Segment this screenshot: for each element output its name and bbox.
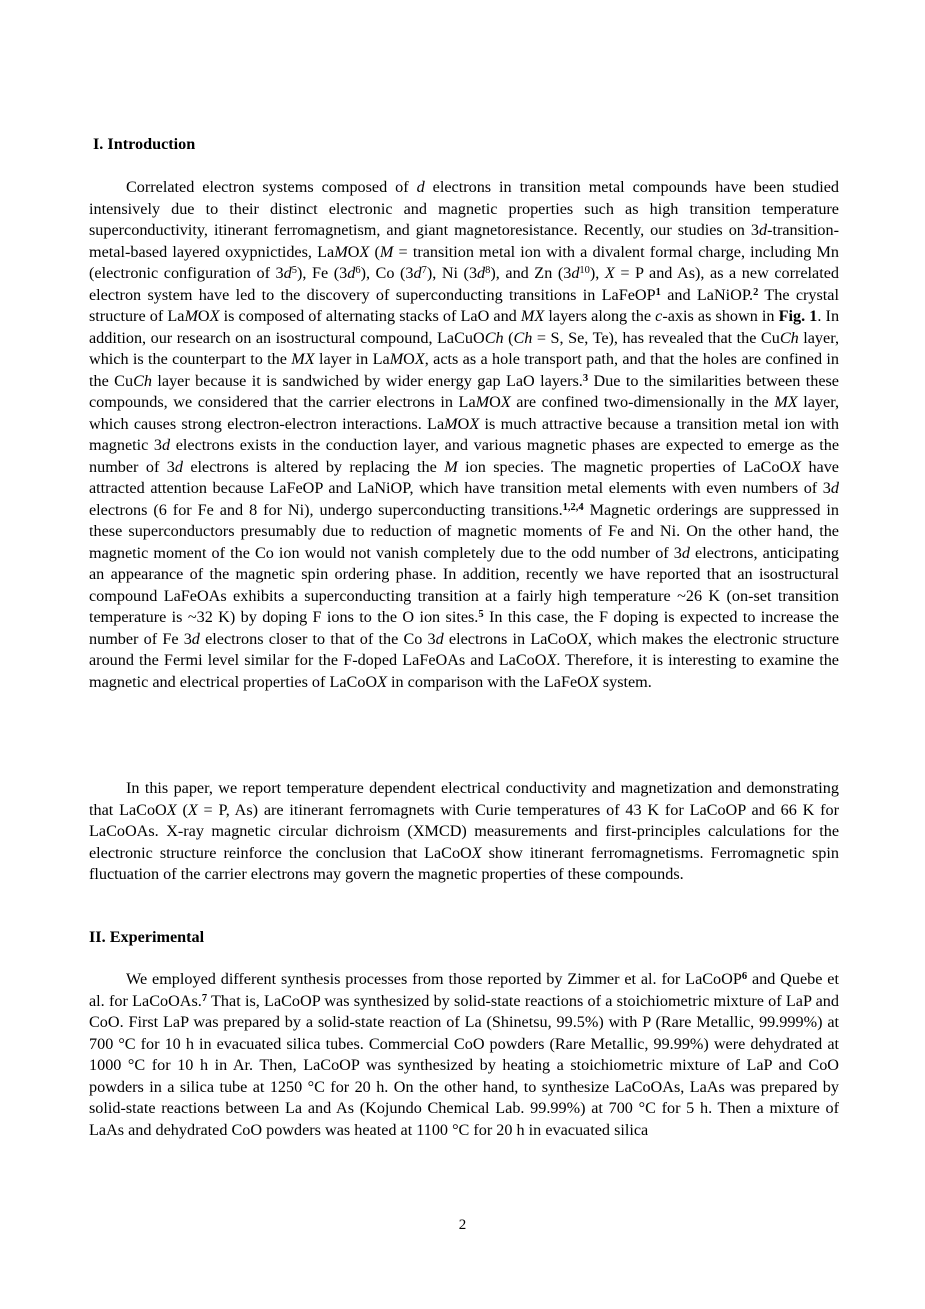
section-heading-introduction: I. Introduction [93,135,196,153]
intro-paragraph-1: Correlated electron systems composed of d electrons in transition metal compounds have been studied intensively due to their distinct electronic and magnetic properties such as high transition temperature superconductivity, itinerant ferromagnetism, and giant magnetoresistance. Recently, our studies on 3d-transition-metal-based layered oxypnictides, LaMOX (M = transition metal ion with a divalent formal charge, including Mn (electronic configuration of $3d^5$), Fe $(3d^6)$, Co $(3d^7)$, Ni $(3d^8)$, and Zn $(3d^{10})$, X = P and As), as a new correlated electron system have led to the discovery of superconducting transitions in LaFeOP$^1$ and LaNiOP.$^2$ The crystal structure of LaMOX is composed of alternating stacks of LaO and MX layers along the c-axis as shown in Fig. 1. In addition, our research on an isostructural compound, LaCuOCh (Ch = S, Se, Te), has revealed that the CuCh layer, which is the counterpart to the MX layer in LaMOX, acts as a hole transport path, and that the holes are confined in the CuCh layer because it is sandwiched by wider energy gap LaO layers.$^3$ Due to the similarities between these compounds, we considered that the carrier electrons in LaMOX are confined two-dimensionally in the MX layer, which causes strong electron-electron interactions. LaMOX is much attractive because a transition metal ion with magnetic 3d electrons exists in the conduction layer, and various magnetic phases are expected to emerge as the number of 3d electrons is altered by replacing the M ion species. The magnetic properties of LaCoOX have attracted attention because LaFeOP and LaNiOP, which have transition metal elements with even numbers of 3d electrons (6 for Fe and 8 for Ni), undergo superconducting transitions.$^{1,2,4}$ Magnetic orderings are suppressed in these superconductors presumably due to reduction of magnetic moments of Fe and Ni. On the other hand, the magnetic moment of the Co ion would not vanish completely due to the odd number of 3d electrons, anticipating an appearance of the magnetic spin ordering phase. In addition, recently we have reported that an isostructural compound LaFeOAs exhibits a superconducting transition at a fairly high temperature ~26 K (on-set transition temperature is ~32 K) by doping F ions to the O ion sites.$^5$ In this case, the F doping is expected to increase the number of Fe 3d electrons closer to that of the Co 3d electrons in LaCoOX, which makes the electronic structure around the Fermi level similar for the F-doped LaFeOAs and LaCoOX. Therefore, it is interesting to examine the magnetic and electrical properties of LaCoOX in comparison with the LaFeOX system. [89,178,840,691]
experimental-paragraph-1: We employed different synthesis processes from those reported by Zimmer et al. for LaCoOP$^6$ and Quebe et al. for LaCoOAs.$^7$ That is, LaCoOP was synthesized by solid-state reactions of a stoichiometric mixture of LaP and CoO. First LaP was prepared by a solid-state reaction of La (Shinetsu, 99.5%) with P (Rare Metallic, 99.999%) at 700 °C for 10 h in evacuated silica tubes. Commercial CoO powders (Rare Metallic, 99.99%) were dehydrated at 1000 °C for 10 h in Ar. Then, LaCoOP was synthesized by heating a stoichiometric mixture of LaP and CoO powders in a silica tube at 1250 °C for 20 h. On the other hand, to synthesize LaCoOAs, LaAs was prepared by solid-state reactions between La and As (Kojundo Chemical Lab. 99.99%) at 700 °C for 5 h. Then a mixture of LaAs and dehydrated CoO powders was heated at 1100 °C for 20 h in evacuated silica [89,970,839,1139]
page-number: 2 [458,1217,467,1233]
section-heading-experimental: II. Experimental [89,928,205,946]
intro-paragraph-2: In this paper, we report temperature dependent electrical conductivity and magnetization and demonstrating that LaCoOX (X = P, As) are itinerant ferromagnets with Curie temperatures of 43 K for LaCoOP and 66 K for LaCoOAs. X-ray magnetic circular dichroism (XMCD) measurements and first-principles calculations for the electronic structure reinforce the conclusion that LaCoOX show itinerant ferromagnetisms. Ferromagnetic spin fluctuation of the carrier electrons may govern the magnetic properties of these compounds. [89,779,840,883]
